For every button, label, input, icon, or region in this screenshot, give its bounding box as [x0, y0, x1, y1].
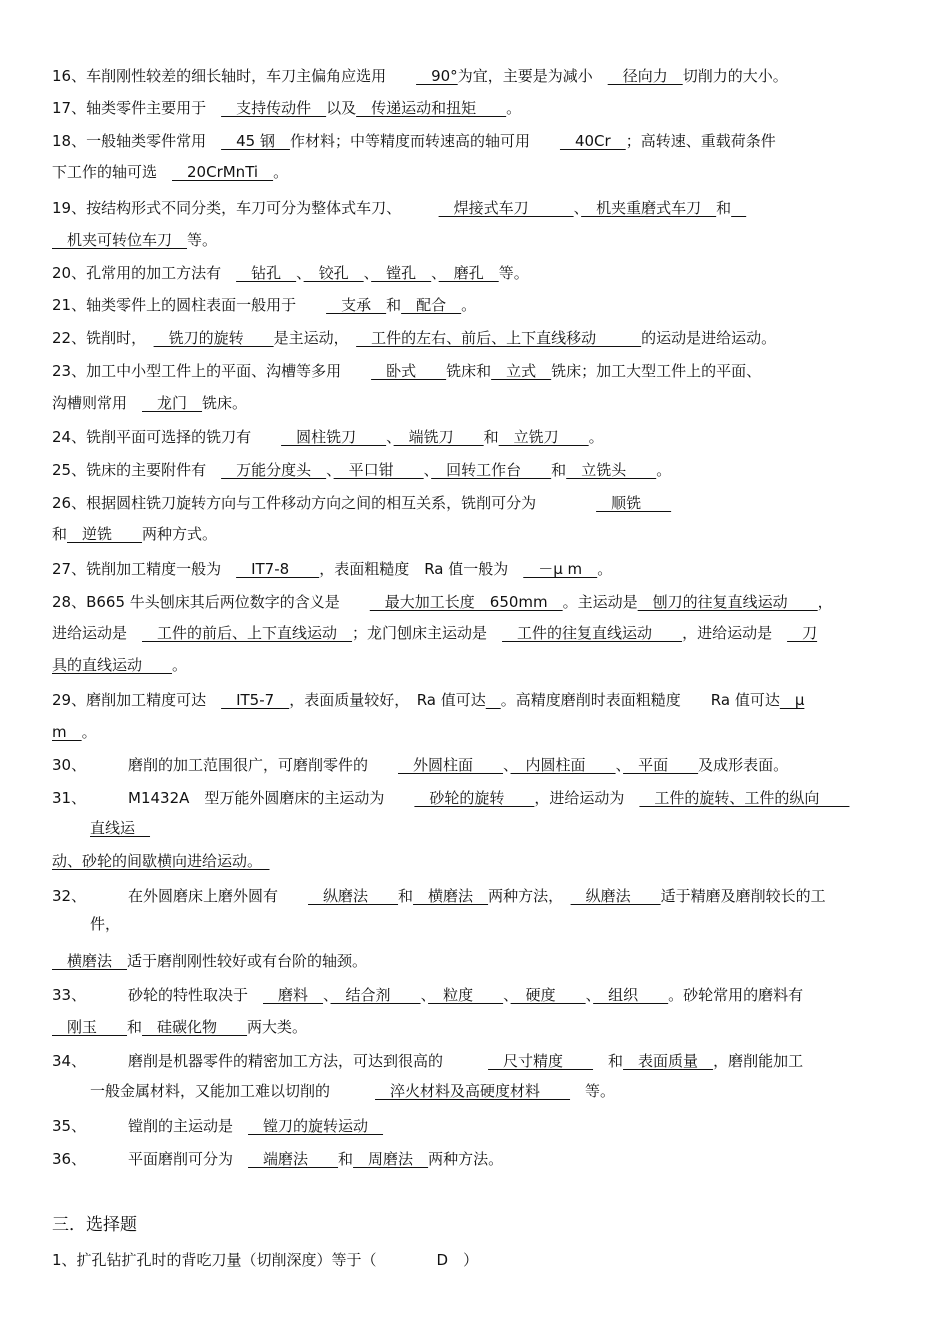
- text-line: 24、铣削平面可选择的铣刀有 圆柱铣刀 、 端铣刀 和 立铣刀 。: [52, 428, 604, 446]
- text-line: 27、铣削加工精度一般为 IT7-8 ，表面粗糙度 Ra 值一般为 －μ m 。: [52, 560, 613, 578]
- text-line: 26、根据圆柱铣刀旋转方向与工件移动方向之间的相互关系，铣削可分为 顺铣: [52, 494, 672, 512]
- text-line: 横磨法 适于磨削刚性较好或有台阶的轴颈。: [52, 952, 368, 970]
- text-line: 33、 砂轮的特性取决于 磨料 、 结合剂 、 粒度 、 硬度 、 组织 。砂轮常用的磨料有: [52, 986, 804, 1004]
- text-line: 34、 磨削是机器零件的精密加工方法，可达到很高的 尺寸精度 和 表面质量 ，磨削能加工: [52, 1052, 804, 1070]
- text-line: 21、轴类零件上的圆柱表面一般用于 支承 和 配合 。: [52, 296, 477, 314]
- text-line: 直线运: [90, 819, 151, 837]
- text-line: 35、 镗削的主运动是 镗刀的旋转运动: [52, 1117, 384, 1135]
- text-line: 30、 磨削的加工范围很广，可磨削零件的 外圆柱面 、 内圆柱面 、 平面 及成形表面。: [52, 756, 789, 774]
- text-line: 和 逆铣 两种方式。: [52, 525, 218, 543]
- text-line: 具的直线运动 。: [52, 656, 188, 674]
- text-line: 17、轴类零件主要用于 支持传动件 以及 传递运动和扭矩 。: [52, 99, 522, 117]
- text-line: 动、砂轮的间歇横向进给运动。: [52, 852, 270, 870]
- text-line: 29、磨削加工精度可达 IT5-7 ，表面质量较好， Ra 值可达 。高精度磨削时表面粗糙度 Ra 值可达 μ: [52, 691, 805, 709]
- text-line: 件，: [90, 915, 121, 933]
- text-line: 36、 平面磨削可分为 端磨法 和 周磨法 两种方法。: [52, 1150, 504, 1168]
- choice-question-1: 1、扩孔钻扩孔时的背吃刀量（切削深度）等于（ D ）: [52, 1251, 479, 1269]
- text-line: 28、B665 牛头刨床其后两位数字的含义是 最大加工长度 650mm 。主运动是 刨刀的往复直线运动 ，: [52, 593, 833, 611]
- text-line: 下工作的轴可选 20CrMnTi 。: [52, 163, 289, 181]
- text-line: 18、一般轴类零件常用 45 钢 作材料；中等精度而转速高的轴可用 40Cr ；高转速、重载荷条件: [52, 132, 776, 150]
- text-line: 22、铣削时， 铣刀的旋转 是主运动， 工件的左右、前后、上下直线移动 的运动是进给运动。: [52, 329, 777, 347]
- text-line: 16、车削刚性较差的细长轴时，车刀主偏角应选用 90°为宜，主要是为减小 径向力 切削力的大小。: [52, 67, 788, 85]
- text-line: 23、加工中小型工件上的平面、沟槽等多用 卧式 铣床和 立式 铣床；加工大型工件上的平面、: [52, 362, 762, 380]
- text-line: 进给运动是 工件的前后、上下直线运动 ；龙门刨床主运动是 工件的往复直线运动 ，进给运动是 刀: [52, 624, 818, 642]
- text-line: 一般金属材料，又能加工难以切削的 淬火材料及高硬度材料 等。: [90, 1082, 616, 1100]
- text-line: 20、孔常用的加工方法有 钻孔 、 铰孔 、 镗孔 、 磨孔 等。: [52, 264, 529, 282]
- text-line: 19、按结构形式不同分类，车刀可分为整体式车刀、 焊接式车刀 、 机夹重磨式车刀 和: [52, 199, 732, 217]
- text-line: 刚玉 和 硅碳化物 两大类。: [52, 1018, 308, 1036]
- text-line: 32、 在外圆磨床上磨外圆有 纵磨法 和 横磨法 两种方法， 纵磨法 适于精磨及磨削较长的工: [52, 887, 826, 905]
- text-line: m 。: [52, 723, 97, 741]
- section-heading: 三．选择题: [52, 1215, 137, 1235]
- text-line: 31、 M1432A 型万能外圆磨床的主运动为 砂轮的旋转 ，进给运动为 工件的旋转、工件的纵向: [52, 789, 850, 807]
- text-line: 25、铣床的主要附件有 万能分度头 、 平口钳 、 回转工作台 和 立铣头 。: [52, 461, 672, 479]
- text-line: 沟槽则常用 龙门 铣床。: [52, 394, 248, 412]
- text-line: 机夹可转位车刀 等。: [52, 231, 218, 249]
